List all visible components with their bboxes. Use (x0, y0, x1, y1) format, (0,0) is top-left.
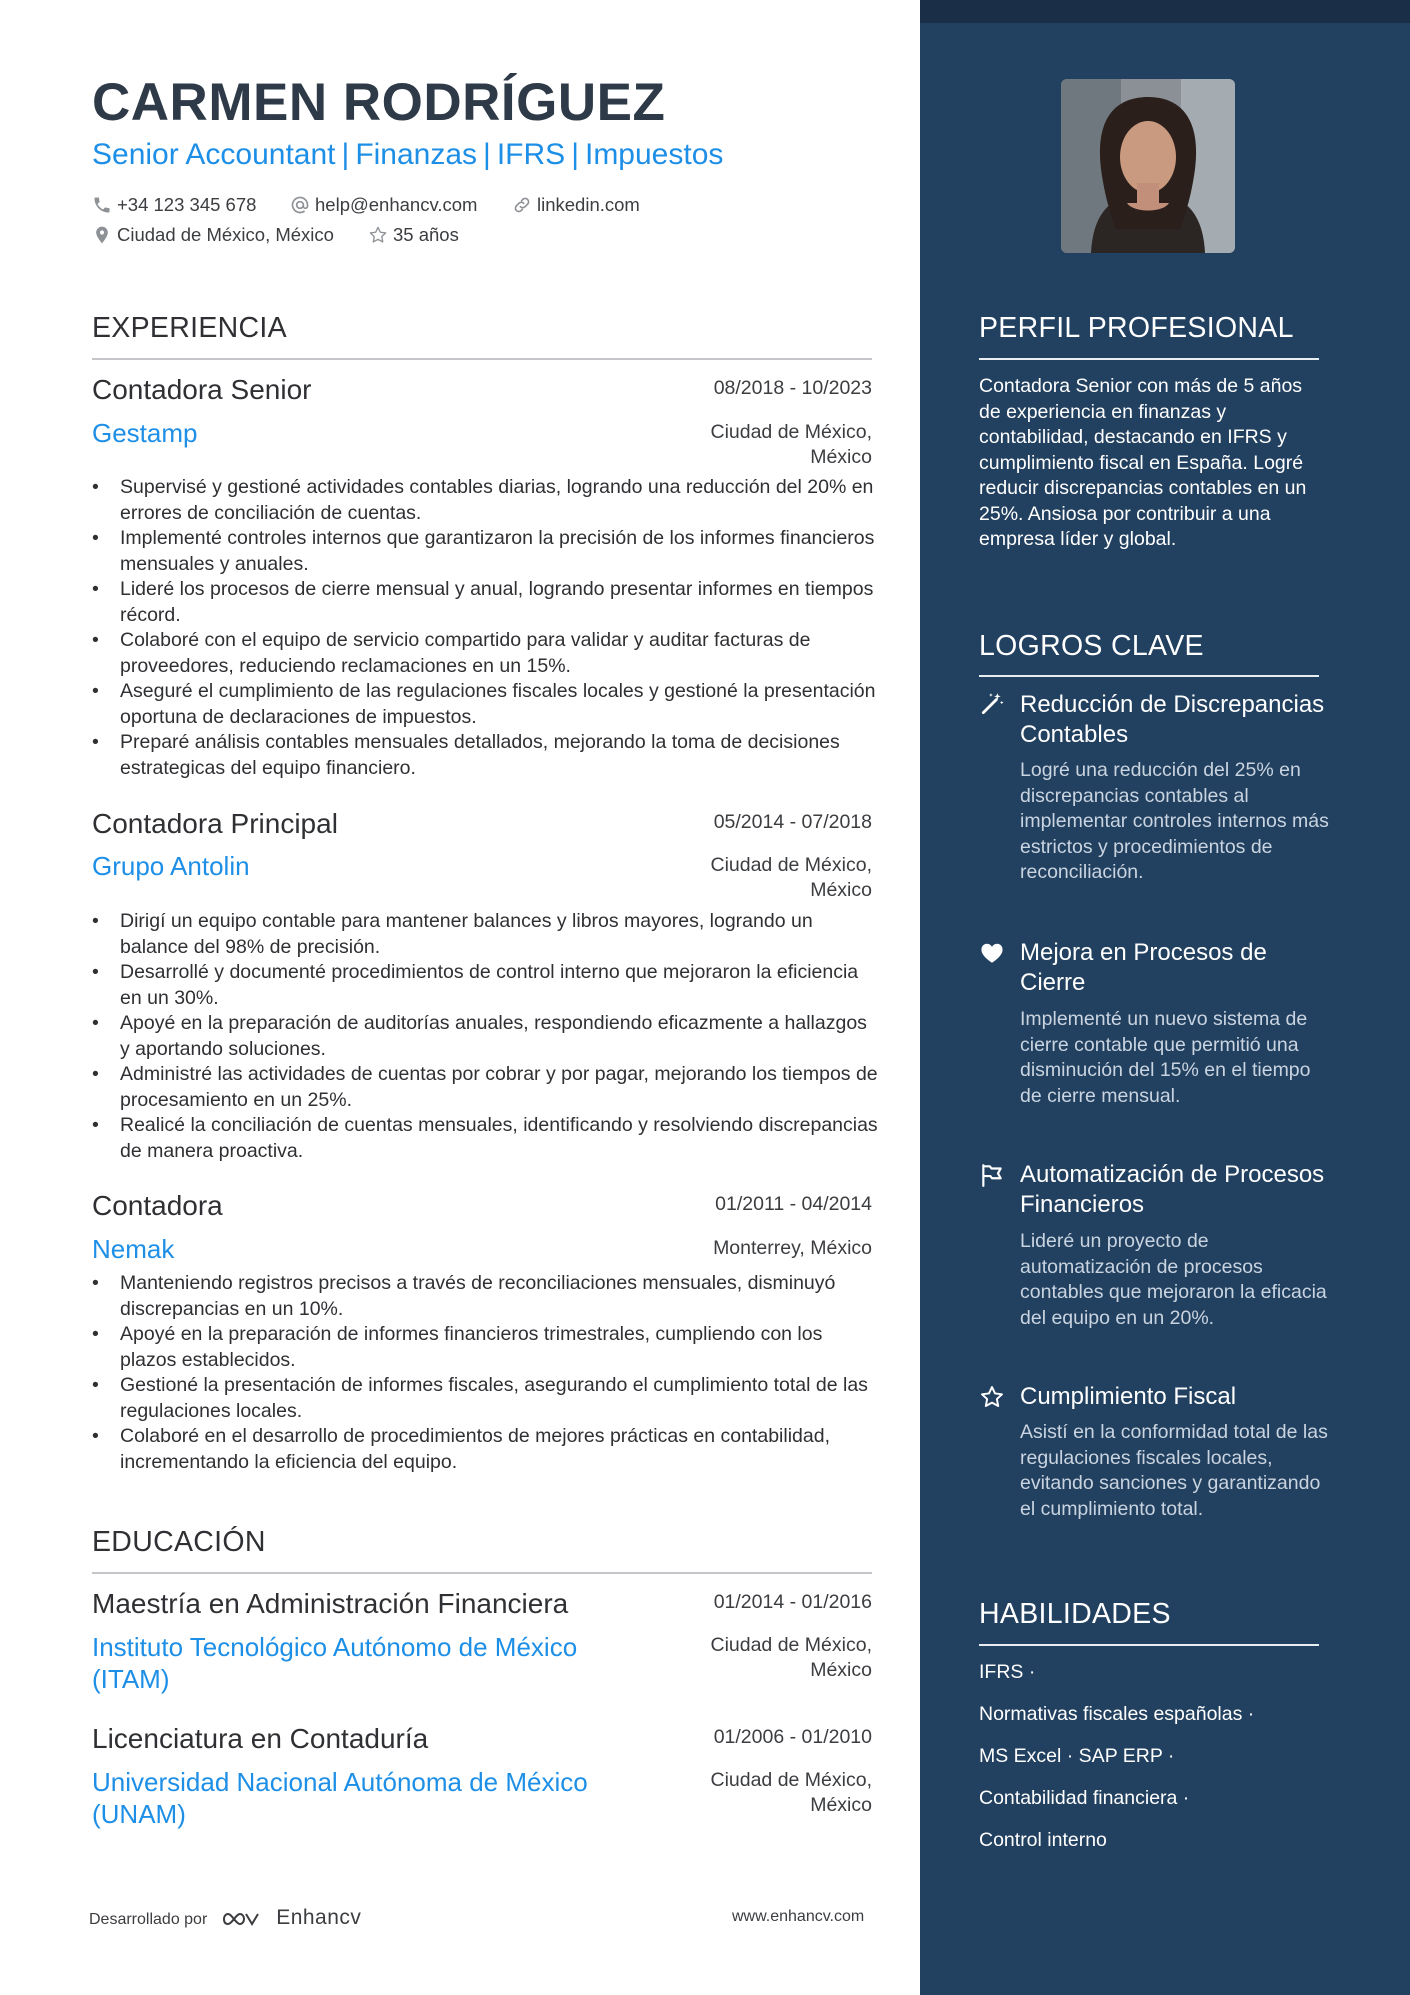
bullet-item: • Preparé análisis contables mensuales detallados, mejorando la toma de decisiones estrategicas del equipo financiero. (92, 730, 882, 781)
bullet-item: • Realicé la conciliación de cuentas mensuales, identificando y resolviendo discrepancias de manera proactiva. (92, 1113, 882, 1164)
achievement-description: Asistí en la conformidad total de las regulaciones fiscales locales, evitando sanciones y garantizando el cumplimiento total. (1020, 1421, 1328, 1520)
profile-summary: Contadora Senior con más de 5 años de experiencia en finanzas y contabilidad, destacando en IFRS y cumplimiento fiscal en España. Logré reducir discrepancias contables en un 25%. Ansiosa por contribuir a una empresa líder y global. (979, 375, 1307, 550)
achievement-description: Lideré un proyecto de automatización de procesos contables que mejoraron la eficacia del equipo en un 20%. (1020, 1230, 1327, 1329)
education-heading: EDUCACIÓN (92, 1526, 266, 1558)
title-part: IFRS (496, 138, 566, 171)
job-location-line: México (810, 446, 872, 468)
achievement-description: Logré una reducción del 25% en discrepancias contables al implementar controles internos más estrictos y procedimientos de reconciliación. (1020, 759, 1329, 883)
age-value: 35 años (393, 224, 459, 245)
job-title: Contadora (92, 1190, 223, 1221)
job-bullets (92, 1271, 882, 1475)
bullet-item: • Supervisé y gestioné actividades contables diarias, logrando una reducción del 20% en errores de conciliación de cuentas. (92, 475, 882, 526)
achievement-title: Mejora en Procesos de Cierre (1020, 939, 1267, 996)
skill-line: IFRS · (979, 1661, 1036, 1683)
flag-icon (979, 1162, 1005, 1188)
email-value: help@enhancv.com (315, 194, 478, 215)
bullet-item: • Manteniendo registros precisos a través de reconciliaciones mensuales, disminuyó discrepancias en un 10%. (92, 1271, 882, 1322)
contact-linkedin[interactable] (512, 194, 640, 216)
job-location-line: Ciudad de México, (710, 854, 872, 876)
profile-divider (979, 358, 1319, 360)
education-school: Universidad Nacional Autónoma de México (UNAM) (92, 1767, 588, 1829)
experience-divider (92, 358, 872, 360)
education-location (710, 1633, 872, 1683)
skills-heading: HABILIDADES (979, 1598, 1171, 1630)
bullet-item: • Colaboré en el desarrollo de procedimientos de mejores prácticas en contabilidad, incrementando la eficiencia del equipo. (92, 1424, 882, 1475)
education-location-line: Ciudad de México, (710, 1634, 872, 1656)
magic-wand-icon (979, 691, 1005, 717)
bullet-item: • Aseguré el cumplimiento de las regulaciones fiscales locales y gestioné la presentación oportuna de declaraciones de impuestos. (92, 679, 882, 730)
profile-photo (1061, 79, 1235, 253)
contact-phone[interactable] (92, 194, 256, 216)
job-company: Grupo Antolin (92, 851, 250, 881)
powered-by-label: Desarrollado por (89, 1911, 208, 1928)
skill-line: Normativas fiscales españolas · (979, 1703, 1255, 1725)
job-dates: 01/2011 - 04/2014 (715, 1193, 872, 1215)
title-part: Senior Accountant (92, 138, 336, 171)
job-location (710, 853, 872, 903)
sidebar-top-strip (920, 0, 1410, 23)
job-location-line: Monterrey, México (713, 1237, 872, 1259)
title-part: Finanzas (355, 138, 478, 171)
bullet-item: • Colaboré con el equipo de servicio compartido para validar y auditar facturas de proveedores, reduciendo reclamaciones en un 15%. (92, 628, 882, 679)
bullet-item: • Apoyé en la preparación de informes financieros trimestrales, cumpliendo con los plazos establecidos. (92, 1322, 882, 1373)
brand-name: Enhancv (276, 1906, 362, 1929)
phone-value: +34 123 345 678 (117, 194, 257, 215)
achievements-heading: LOGROS CLAVE (979, 630, 1204, 662)
footer-branding[interactable] (89, 1906, 361, 1930)
link-icon (512, 195, 532, 215)
bullet-item: • Implementé controles internos que garantizaron la precisión de los informes financieros mensuales y anuales. (92, 526, 882, 577)
achievements-divider (979, 675, 1319, 677)
education-location-line: Ciudad de México, (710, 1769, 872, 1791)
achievement-title: Cumplimiento Fiscal (1020, 1383, 1237, 1410)
achievement-title: Reducción de Discrepancias Contables (1020, 691, 1325, 748)
profile-heading: PERFIL PROFESIONAL (979, 312, 1294, 344)
title-part: Impuestos (584, 138, 724, 171)
job-company: Nemak (92, 1234, 175, 1264)
candidate-title: Senior Accountant | Finanzas | IFRS | Impuestos (92, 138, 724, 171)
education-school: Instituto Tecnológico Autónomo de México (ITAM) (92, 1632, 578, 1694)
job-location-line: México (810, 879, 872, 901)
job-dates: 05/2014 - 07/2018 (713, 811, 872, 833)
job-title: Contadora Senior (92, 374, 312, 405)
bullet-item: • Administré las actividades de cuentas por cobrar y por pagar, mejorando los tiempos de procesamiento en un 25%. (92, 1062, 882, 1113)
bullet-item: • Gestioné la presentación de informes fiscales, asegurando el cumplimiento total de las regulaciones locales. (92, 1373, 882, 1424)
education-divider (92, 1572, 872, 1574)
job-location-line: Ciudad de México, (710, 421, 872, 443)
job-bullets (92, 475, 882, 781)
job-company: Gestamp (92, 418, 198, 448)
achievement-description: Implementé un nuevo sistema de cierre contable que permitió una disminución del 15% en el tiempo de cierre mensual. (1020, 1008, 1311, 1107)
contact-location (92, 224, 334, 246)
star-icon (979, 1384, 1005, 1410)
contact-age (368, 224, 459, 246)
education-location-line: México (810, 1794, 872, 1816)
candidate-name: CARMEN RODRÍGUEZ (92, 73, 666, 132)
skill-line: MS Excel · SAP ERP · (979, 1745, 1175, 1767)
portrait-image (1061, 79, 1235, 253)
contact-email[interactable] (290, 194, 477, 216)
skill-line: Control interno (979, 1829, 1107, 1851)
education-location-line: México (810, 1659, 872, 1681)
job-bullets (92, 909, 882, 1164)
location-pin-icon (92, 225, 112, 245)
skill-line: Contabilidad financiera · (979, 1787, 1190, 1809)
bullet-item: • Dirigí un equipo contable para mantener balances y libros mayores, logrando un balance del 98% de precisión. (92, 909, 882, 960)
linkedin-value: linkedin.com (537, 194, 640, 215)
job-dates: 08/2018 - 10/2023 (713, 377, 872, 399)
education-dates: 01/2006 - 01/2010 (713, 1726, 872, 1748)
at-sign-icon (290, 195, 310, 215)
education-location (710, 1768, 872, 1818)
experience-heading: EXPERIENCIA (92, 312, 287, 344)
job-location (710, 420, 872, 470)
location-value: Ciudad de México, México (117, 224, 334, 245)
skills-divider (979, 1644, 1319, 1646)
achievement-title: Automatización de Procesos Financieros (1020, 1161, 1325, 1218)
education-degree: Maestría en Administración Financiera (92, 1588, 569, 1619)
bullet-item: • Lideré los procesos de cierre mensual y anual, logrando presentar informes en tiempos récord. (92, 577, 882, 628)
footer-website[interactable]: www.enhancv.com (732, 1908, 865, 1925)
phone-icon (92, 195, 112, 215)
star-icon (368, 225, 388, 245)
education-degree: Licenciatura en Contaduría (92, 1723, 429, 1754)
job-title: Contadora Principal (92, 808, 338, 839)
job-location (713, 1236, 872, 1261)
bullet-item: • Apoyé en la preparación de auditorías anuales, respondiendo eficazmente a hallazgos y aportando soluciones. (92, 1011, 882, 1062)
enhancv-logo-icon (222, 1908, 270, 1930)
education-dates: 01/2014 - 01/2016 (713, 1591, 872, 1613)
bullet-item: • Desarrollé y documenté procedimientos de control interno que mejoraron la eficiencia en un 30%. (92, 960, 882, 1011)
heart-icon (979, 940, 1005, 966)
